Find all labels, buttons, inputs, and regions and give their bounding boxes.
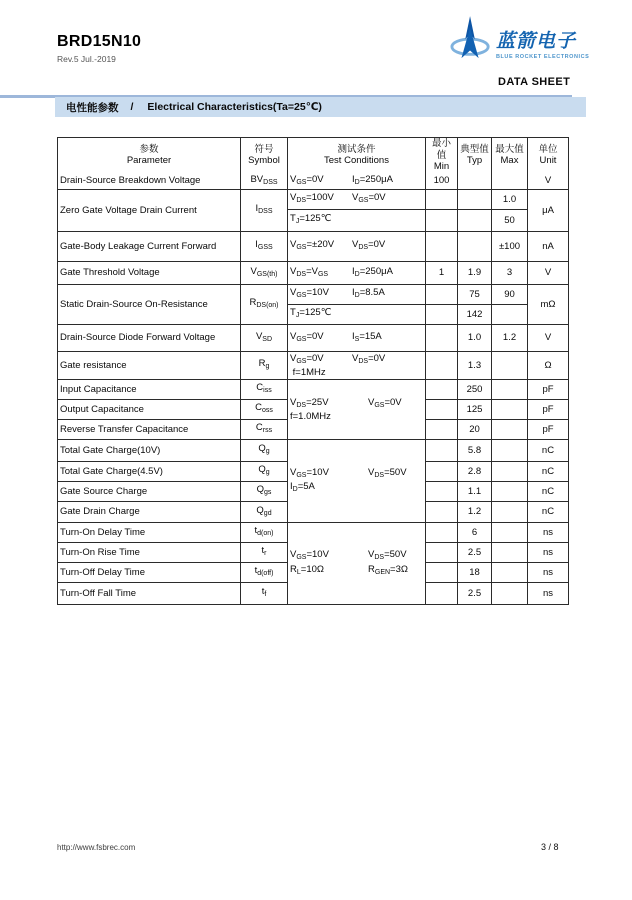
header-typ: 典型值 Typ: [458, 138, 492, 173]
max-cell: [492, 352, 528, 380]
min-cell: [426, 352, 458, 380]
title-block: [57, 33, 141, 64]
max-cell: ±100: [492, 232, 528, 262]
unit-cell: ns: [528, 563, 569, 583]
symbol-cell: $I_{GSS}$: [241, 232, 288, 262]
cond-cell: $V_{GS}=0V$ $I_S=15A$: [288, 325, 426, 352]
param-cell: Total Gate Charge(4.5V): [58, 462, 241, 482]
typ-cell: [458, 190, 492, 210]
rocket-logo-icon: [450, 14, 492, 73]
part-number: BRD15N10: [57, 33, 142, 50]
header-parameter: 参数 Parameter: [58, 138, 241, 173]
symbol-cell: $Q_g$: [241, 462, 288, 482]
min-cell: [426, 285, 458, 305]
table-row: [58, 190, 569, 210]
param-cell: Drain-Source Diode Forward Voltage: [58, 325, 241, 352]
unit-cell: pF: [528, 420, 569, 440]
cond-cell: $V_{GS}=\pm 20V$ $V_{DS}=0V$: [288, 232, 426, 262]
symbol-cell: $R_g$: [241, 352, 288, 380]
param-cell: Static Drain-Source On-Resistance: [58, 285, 241, 325]
max-cell: 3: [492, 262, 528, 285]
typ-cell: 125: [458, 400, 492, 420]
min-cell: [426, 440, 458, 462]
min-cell: [426, 232, 458, 262]
min-cell: 100: [426, 173, 458, 190]
cond-cell: $T_J=125℃$: [288, 210, 426, 232]
typ-cell: 1.1: [458, 482, 492, 502]
min-cell: [426, 325, 458, 352]
unit-cell: Ω: [528, 352, 569, 380]
unit-cell: V: [528, 262, 569, 285]
cond-cell: $T_J=125℃$: [288, 305, 426, 325]
brand-name-cn: 蓝箭电子: [496, 31, 577, 52]
max-cell: [492, 583, 528, 605]
unit-cell: nA: [528, 232, 569, 262]
table-row: [58, 285, 569, 305]
symbol-cell: $V_{GS(th)}$: [241, 262, 288, 285]
cond-cell: $V_{DS}=100V$ $V_{GS}=0V$: [288, 190, 426, 210]
max-cell: [492, 523, 528, 543]
symbol-cell: $BV_{DSS}$: [241, 173, 288, 190]
max-cell: [492, 380, 528, 400]
unit-cell: μA: [528, 190, 569, 232]
unit-cell: nC: [528, 482, 569, 502]
typ-cell: 1.2: [458, 502, 492, 523]
cond-cell: $V_{GS}=10V$ $V_{DS}=50V$ $I_D=5A$: [288, 440, 426, 523]
symbol-cell: $t_{d(on)}$: [241, 523, 288, 543]
table-row: [58, 440, 569, 462]
typ-cell: [458, 232, 492, 262]
header-test-conditions: 测试条件 Test Conditions: [288, 138, 426, 173]
max-cell: [492, 563, 528, 583]
min-cell: [426, 583, 458, 605]
table-row: [58, 262, 569, 285]
cond-cell: $V_{DS}=V_{GS}$ $I_D=250\mu A$: [288, 262, 426, 285]
typ-cell: 250: [458, 380, 492, 400]
symbol-cell: $Q_g$: [241, 440, 288, 462]
table-row: [58, 380, 569, 400]
max-cell: 90: [492, 285, 528, 305]
typ-cell: 1.3: [458, 352, 492, 380]
param-cell: Gate Drain Charge: [58, 502, 241, 523]
symbol-cell: $t_{d(off)}$: [241, 563, 288, 583]
max-cell: [492, 420, 528, 440]
unit-cell: pF: [528, 380, 569, 400]
typ-cell: 1.9: [458, 262, 492, 285]
table-row: [58, 352, 569, 380]
param-cell: Turn-Off Delay Time: [58, 563, 241, 583]
param-cell: Output Capacitance: [58, 400, 241, 420]
unit-cell: nC: [528, 502, 569, 523]
param-cell: Input Capacitance: [58, 380, 241, 400]
max-cell: [492, 543, 528, 563]
min-cell: [426, 523, 458, 543]
unit-cell: V: [528, 325, 569, 352]
header-max: 最大值 Max: [492, 138, 528, 173]
max-cell: [492, 482, 528, 502]
param-cell: Turn-On Delay Time: [58, 523, 241, 543]
symbol-cell: $C_{oss}$: [241, 400, 288, 420]
max-cell: [492, 173, 528, 190]
section-title-separator: /: [130, 101, 134, 113]
electrical-characteristics-table: [57, 137, 569, 605]
unit-cell: ns: [528, 543, 569, 563]
max-cell: 50: [492, 210, 528, 232]
symbol-cell: $Q_{gd}$: [241, 502, 288, 523]
cond-cell: $V_{GS}=10V$ $V_{DS}=50V$ $R_L=10\Omega$ $R_{GEN}=3\Omega$: [288, 523, 426, 605]
typ-cell: [458, 173, 492, 190]
typ-cell: 75: [458, 285, 492, 305]
cond-cell: $V_{DS}=25V$ $V_{GS}=0V$ f=1.0MHz: [288, 380, 426, 440]
section-title-en: Electrical Characteristics(Ta=25℃): [147, 101, 322, 113]
symbol-cell: $t_r$: [241, 543, 288, 563]
min-cell: [426, 563, 458, 583]
section-title-zh: 电性能参数: [66, 101, 119, 114]
revision-label: Rev.5 Jul.-2019: [57, 54, 116, 64]
unit-cell: ns: [528, 523, 569, 543]
cond-cell: $V_{GS}=10V$ $I_D=8.5A$: [288, 285, 426, 305]
footer-page-number: 3 / 8: [541, 842, 559, 852]
header-unit: 单位 Unit: [528, 138, 569, 173]
header-min: 最小值 Min: [426, 138, 458, 173]
min-cell: [426, 190, 458, 210]
footer-url: http://www.fsbrec.com: [57, 843, 136, 852]
min-cell: [426, 305, 458, 325]
param-cell: Total Gate Charge(10V): [58, 440, 241, 462]
max-cell: [492, 462, 528, 482]
symbol-cell: $C_{iss}$: [241, 380, 288, 400]
typ-cell: 2.8: [458, 462, 492, 482]
cond-cell: $V_{GS}=0V$ $I_D=250\mu A$: [288, 173, 426, 190]
symbol-cell: $R_{DS(on)}$: [241, 285, 288, 325]
param-cell: Gate Source Charge: [58, 482, 241, 502]
max-cell: [492, 400, 528, 420]
symbol-cell: $V_{SD}$: [241, 325, 288, 352]
min-cell: [426, 400, 458, 420]
min-cell: [426, 210, 458, 232]
min-cell: [426, 543, 458, 563]
table-row: [58, 232, 569, 262]
unit-cell: mΩ: [528, 285, 569, 325]
min-cell: [426, 420, 458, 440]
param-cell: Reverse Transfer Capacitance: [58, 420, 241, 440]
param-cell: Turn-On Rise Time: [58, 543, 241, 563]
table-row: [58, 325, 569, 352]
table-row: [58, 173, 569, 190]
typ-cell: 1.0: [458, 325, 492, 352]
min-cell: [426, 482, 458, 502]
typ-cell: 20: [458, 420, 492, 440]
symbol-cell: $C_{rss}$: [241, 420, 288, 440]
typ-cell: 2.5: [458, 543, 492, 563]
unit-cell: nC: [528, 440, 569, 462]
param-cell: Gate resistance: [58, 352, 241, 380]
unit-cell: ns: [528, 583, 569, 605]
min-cell: [426, 380, 458, 400]
section-title-bar: [55, 97, 586, 117]
min-cell: 1: [426, 262, 458, 285]
unit-cell: pF: [528, 400, 569, 420]
symbol-cell: $I_{DSS}$: [241, 190, 288, 232]
max-cell: [492, 502, 528, 523]
table-row: [58, 523, 569, 543]
doc-type-label: DATA SHEET: [498, 76, 571, 88]
param-cell: Gate Threshold Voltage: [58, 262, 241, 285]
unit-cell: nC: [528, 462, 569, 482]
param-cell: Drain-Source Breakdown Voltage: [58, 173, 241, 190]
max-cell: 1.0: [492, 190, 528, 210]
symbol-cell: $Q_{gs}$: [241, 482, 288, 502]
min-cell: [426, 462, 458, 482]
max-cell: [492, 305, 528, 325]
param-cell: Gate-Body Leakage Current Forward: [58, 232, 241, 262]
param-cell: Zero Gate Voltage Drain Current: [58, 190, 241, 232]
typ-cell: [458, 210, 492, 232]
typ-cell: 142: [458, 305, 492, 325]
typ-cell: 6: [458, 523, 492, 543]
param-cell: Turn-Off Fall Time: [58, 583, 241, 605]
table-header-row: [58, 138, 569, 173]
typ-cell: 2.5: [458, 583, 492, 605]
brand-name-en: BLUE ROCKET ELECTRONICS: [496, 54, 590, 60]
typ-cell: 18: [458, 563, 492, 583]
typ-cell: 5.8: [458, 440, 492, 462]
max-cell: 1.2: [492, 325, 528, 352]
company-logo: [450, 14, 600, 88]
symbol-cell: $t_f$: [241, 583, 288, 605]
min-cell: [426, 502, 458, 523]
header-symbol: 符号 Symbol: [241, 138, 288, 173]
cond-cell: $V_{GS}=0V$ $V_{DS}=0V$ f=1MHz: [288, 352, 426, 380]
unit-cell: V: [528, 173, 569, 190]
max-cell: [492, 440, 528, 462]
